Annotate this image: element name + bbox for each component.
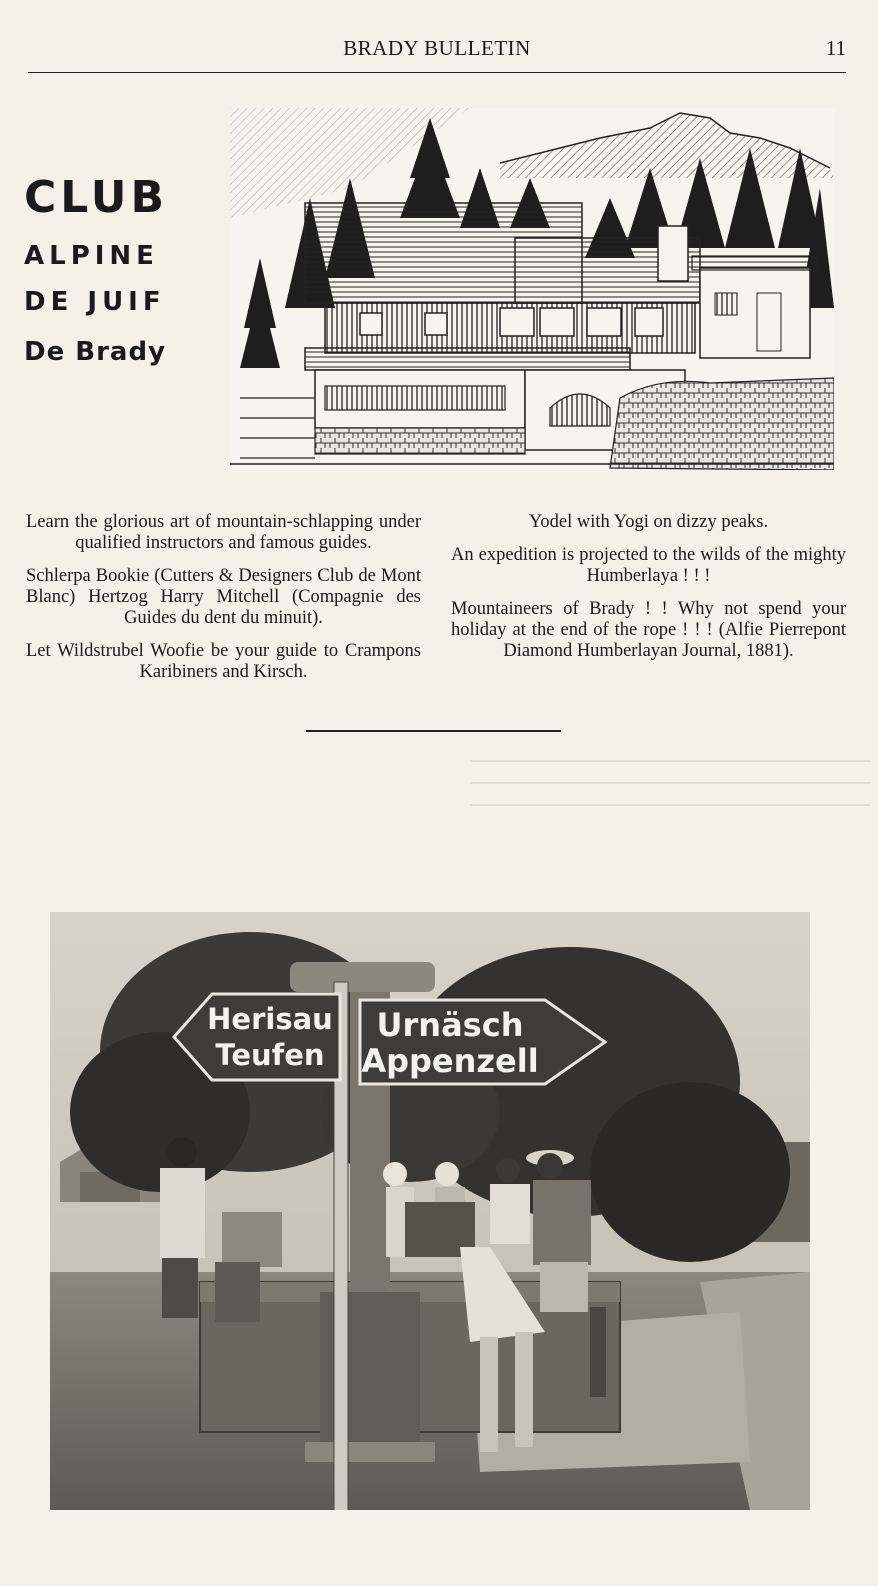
page-header bbox=[28, 36, 846, 73]
sign-appenzell: Appenzell bbox=[361, 1042, 539, 1080]
right-paragraph-3: Mountaineers of Brady ! ! Why not spend your holiday at the end of the rope ! ! ! (Alfie Pierrepont Diamond Humberlayan Journal, 1881). bbox=[451, 599, 846, 661]
club-title-line-4: De Brady bbox=[24, 337, 167, 367]
photograph bbox=[50, 912, 810, 1510]
right-paragraph-2: An expedition is projected to the wilds of the mighty Humberlaya ! ! ! bbox=[451, 545, 846, 586]
club-title-line-1: CLUB bbox=[24, 172, 169, 223]
club-title-line-3: DE JUIF bbox=[24, 287, 166, 317]
chalet-drawing bbox=[230, 108, 834, 470]
bulletin-title: BRADY BULLETIN bbox=[343, 36, 531, 60]
left-paragraph-1: Learn the glorious art of mountain-schlapping under qualified instructors and famous guides. bbox=[26, 512, 421, 553]
page-number: 11 bbox=[825, 36, 846, 60]
left-text-column bbox=[26, 512, 421, 695]
left-road-sign bbox=[174, 994, 340, 1080]
section-divider bbox=[306, 730, 561, 732]
photo-scene bbox=[50, 912, 810, 1510]
club-title-block bbox=[24, 172, 214, 368]
right-paragraph-1: Yodel with Yogi on dizzy peaks. bbox=[528, 512, 769, 532]
sign-urnaesch: Urnäsch bbox=[376, 1006, 524, 1044]
bleed-through-texture bbox=[470, 760, 870, 850]
left-paragraph-2: Schlerpa Bookie (Cutters & Designers Club de Mont Blanc) Hertzog Harry Mitchell (Compagnie des Guides du dent du minuit). bbox=[26, 566, 421, 628]
sign-herisau: Herisau bbox=[207, 1002, 333, 1036]
left-paragraph-3: Let Wildstrubel Woofie be your guide to Crampons Karibiners and Kirsch. bbox=[26, 641, 421, 682]
club-title-line-2: ALPINE bbox=[24, 241, 159, 271]
sign-teufen: Teufen bbox=[215, 1038, 325, 1072]
right-text-column bbox=[451, 512, 846, 674]
chalet-illustration bbox=[230, 108, 834, 470]
